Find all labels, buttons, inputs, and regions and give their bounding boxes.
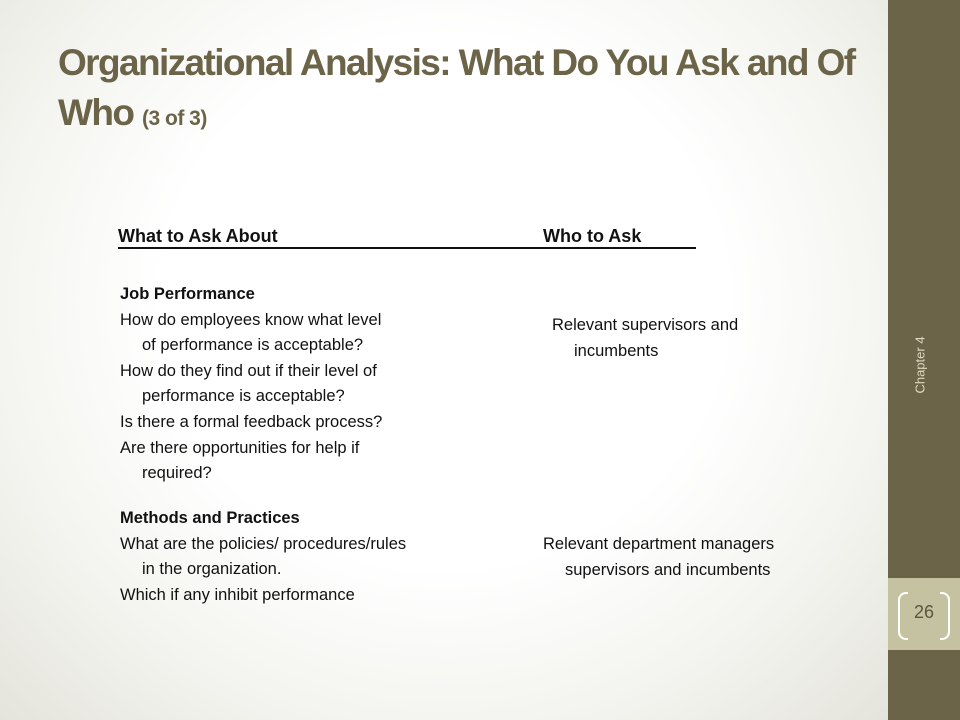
question-line: Are there opportunities for help if	[120, 438, 360, 457]
question-line: Is there a formal feedback process?	[120, 412, 383, 431]
slide-title	[58, 38, 858, 144]
page-number: 26	[913, 602, 935, 622]
page-number-box	[888, 578, 960, 650]
job-performance-questions	[120, 282, 382, 487]
question-line: performance is acceptable?	[142, 387, 345, 406]
question-line: How do employees know what level	[120, 310, 382, 329]
title-main: Organizational Analysis: What Do You Ask and Of Who	[58, 42, 855, 133]
who-line: Relevant supervisors and	[552, 316, 739, 334]
job-performance-who	[552, 313, 738, 364]
question-line: required?	[142, 464, 212, 483]
methods-practices-questions	[120, 506, 406, 608]
header-underline	[118, 247, 696, 249]
who-line: supervisors and incumbents	[565, 560, 771, 579]
question-line: What are the policies/ procedures/rules	[120, 534, 407, 553]
left-column-header: What to Ask About	[118, 226, 278, 246]
who-line: incumbents	[574, 341, 659, 360]
who-line: Relevant department managers	[543, 535, 775, 553]
methods-practices-who	[543, 532, 774, 583]
chapter-label: Chapter 4	[912, 336, 928, 394]
question-line: in the organization.	[142, 560, 282, 579]
job-performance-heading: Job Performance	[120, 285, 255, 303]
question-line: How do they find out if their level of	[120, 361, 377, 380]
question-line: Which if any inhibit performance	[120, 585, 355, 604]
right-column-header: Who to Ask	[543, 226, 642, 246]
methods-practices-heading: Methods and Practices	[120, 509, 300, 527]
question-line: of performance is acceptable?	[142, 336, 364, 355]
title-suffix: (3 of 3)	[142, 107, 207, 130]
